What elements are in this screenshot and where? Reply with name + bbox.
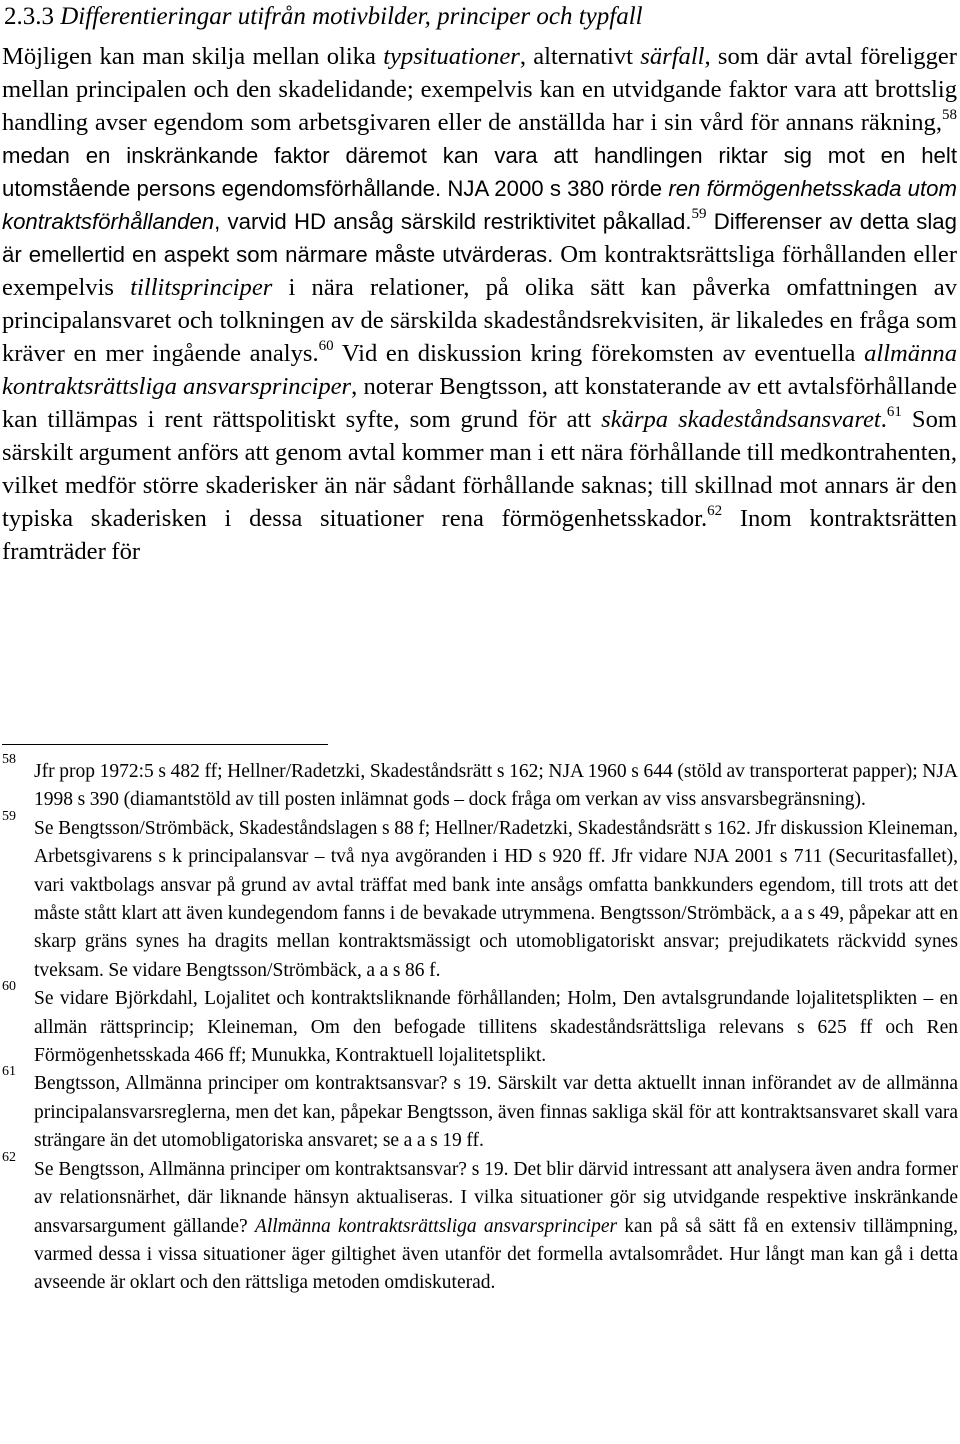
body-text-run: Möjligen kan man skilja mellan olika [2, 43, 384, 70]
footnote-58 [2, 752, 958, 815]
footnote-60 [2, 979, 958, 1070]
body-text-run: i nära relationer, på olika sätt kan påverka omfattningen av principalansvaret och tolkningen av de särskilda skadeståndsrekvisiten, är likaledes en fråga som kräver en mer ingående analys. [2, 274, 957, 367]
footnote-text: Se vidare Björkdahl, Lojalitet och kontraktsliknande förhållanden; Holm, Den avtalsgrundande lojalitetsplikten – en allmän rättsprincip; Kleineman, Om den befogade tillitens skadeståndsrättsliga relevans s 625 ff och Ren Förmögenhetsskada 466 ff; Munukka, Kontraktuell lojalitetsplikt. [34, 988, 958, 1067]
body-text-run: , alternativt [519, 43, 641, 70]
footnote-text: Jfr prop 1972:5 s 482 ff; Hellner/Radetzki, Skadeståndsrätt s 162; NJA 1960 s 644 (stöld av transporterat papper); NJA 1998 s 390 (diamantstöld av till posten inlämnat gods – dock fråga om verkan av viss ansvarsbegränsning). [34, 761, 958, 811]
body-emphasis: skärpa skadeståndsansvaret [601, 406, 881, 433]
body-text-run: , varvid HD ansåg särskild restriktivitet påkallad. [214, 209, 692, 234]
footnotes [2, 752, 958, 1298]
body-text-run: medan en inskränkande faktor däremot kan vara att handlingen riktar sig mot en helt utomstående persons egendomsförhållande. [2, 143, 957, 201]
footnote-number: 62 [2, 1149, 16, 1165]
footnote-ref-60[interactable]: 60 [318, 338, 334, 354]
footnote-ref-59[interactable]: 59 [691, 206, 707, 222]
footnote-separator [2, 744, 328, 745]
body-text-run: Om kontraktsrättsliga förhållanden eller exempelvis [2, 241, 958, 301]
footnote-59 [2, 808, 958, 985]
footnote-number: 60 [2, 979, 16, 995]
footnote-ref-58[interactable]: 58 [942, 107, 957, 123]
footnote-text: Se Bengtsson/Strömbäck, Skadeståndslagen s 88 f; Hellner/Radetzki, Skadeståndsrätt s 162. Jfr diskussion Kleineman, Arbetsgivarens s k principalansvar – två nya avgöranden i HD s 920 ff. Jfr vidare NJA 2001 s 711 (Securitasfallet), vari vaktbolags ansvar på grund av avtal träffat med bank inte ansågs omfatta bankkunders egendom, till trots att det måste stått klart att även kundegendom fanns i de bevakade utrymmena. Bengtsson/Strömbäck, a a s 49, påpekar att en skarp gräns synes ha dragits mellan kontraktsmässigt och utomobligatoriskt ansvar; prejudikatets räckvidd synes tveksam. Se vidare Bengtsson/Strömbäck, a a s 86 f. [34, 817, 958, 981]
body-text-run: NJA 2000 s 380 rörde [441, 176, 669, 201]
footnote-ref-61[interactable]: 61 [886, 404, 902, 420]
section-heading [4, 0, 954, 34]
section-title: Differentieringar utifrån motivbilder, principer och typfall [60, 3, 643, 30]
body-text-run: . [880, 406, 887, 433]
body-emphasis: allmänna kontraktsrättsliga ansvarsprinciper [2, 340, 957, 400]
body-text-run: Inom kontraktsrätten framträder för [2, 505, 957, 565]
footnote-text-run: Se Bengtsson, Allmänna principer om kontraktsansvar? s 19. Det blir därvid intressant att analysera även andra former av relationsnärhet, där liknande hänsyn aktualiseras. I vilka situationer gör sig utvidgande respektive inskränkande ansvarsargument gällande? [34, 1158, 958, 1237]
body-text-run: Differenser av detta slag är emellertid en aspekt som närmare måste utvärderas. [2, 209, 957, 267]
body-text-run: Vid en diskussion kring förekomsten av eventuella [333, 340, 865, 367]
footnote-number: 58 [2, 752, 16, 767]
footnote-61 [2, 1064, 958, 1155]
section-number: 2.3.3 [4, 3, 54, 30]
footnote-emphasis: Allmänna kontraktsrättsliga ansvarsprinciper [254, 1215, 618, 1237]
body-emphasis: tillitsprinciper [130, 274, 273, 301]
footnote-number: 61 [2, 1064, 16, 1080]
footnote-number: 59 [2, 808, 16, 824]
footnote-text [34, 1159, 958, 1294]
footnote-text-run: kan på så sätt få en extensiv tillämpning, varmed dessa i vissa situationer äger giltighet även utanför det formella avtalsområdet. Hur långt man kan gå i detta avseende är oklart och den rättsliga metoden omdiskuterad. [34, 1215, 958, 1294]
body-emphasis: typsituationer [383, 43, 520, 70]
footnote-62 [2, 1149, 958, 1298]
body-text-run: , noterar Bengtsson, att konstaterande av ett avtalsförhållande kan tillämpas i rent rättspolitiskt syfte, som grund för att [2, 373, 958, 433]
footnote-text: Bengtsson, Allmänna principer om kontraktsansvar? s 19. Särskilt var detta aktuellt innan införandet av de allmänna principalansvarsreglerna, men det kan, påpekar Bengtsson, även finnas sakliga skäl för att kontraktsansvaret skall vara strängare än det utomobligatoriska ansvaret; se a a s 19 ff. [34, 1073, 958, 1152]
body-paragraph [2, 40, 957, 568]
body-emphasis: ren förmögenhetsskada utom kontraktsförhållanden [2, 176, 957, 234]
body-text-run: Som särskilt argument anförs att genom avtal kommer man i ett nära förhållande till medkontrahenten, vilket medför större skaderisker än när sådant förhållande saknas; till skillnad mot annars är den typiska skaderisken i dessa situationer rena förmögenhetsskador. [2, 406, 957, 532]
body-text-run: , som där avtal föreligger mellan principalen och den skadelidande; exempelvis kan en utvidgande faktor vara att brottslig handling avser egendom som arbetsgivaren eller de anställda har i sin vård för annans räkning, [2, 43, 957, 136]
footnote-ref-62[interactable]: 62 [707, 503, 723, 519]
body-emphasis: särfall [640, 43, 705, 70]
